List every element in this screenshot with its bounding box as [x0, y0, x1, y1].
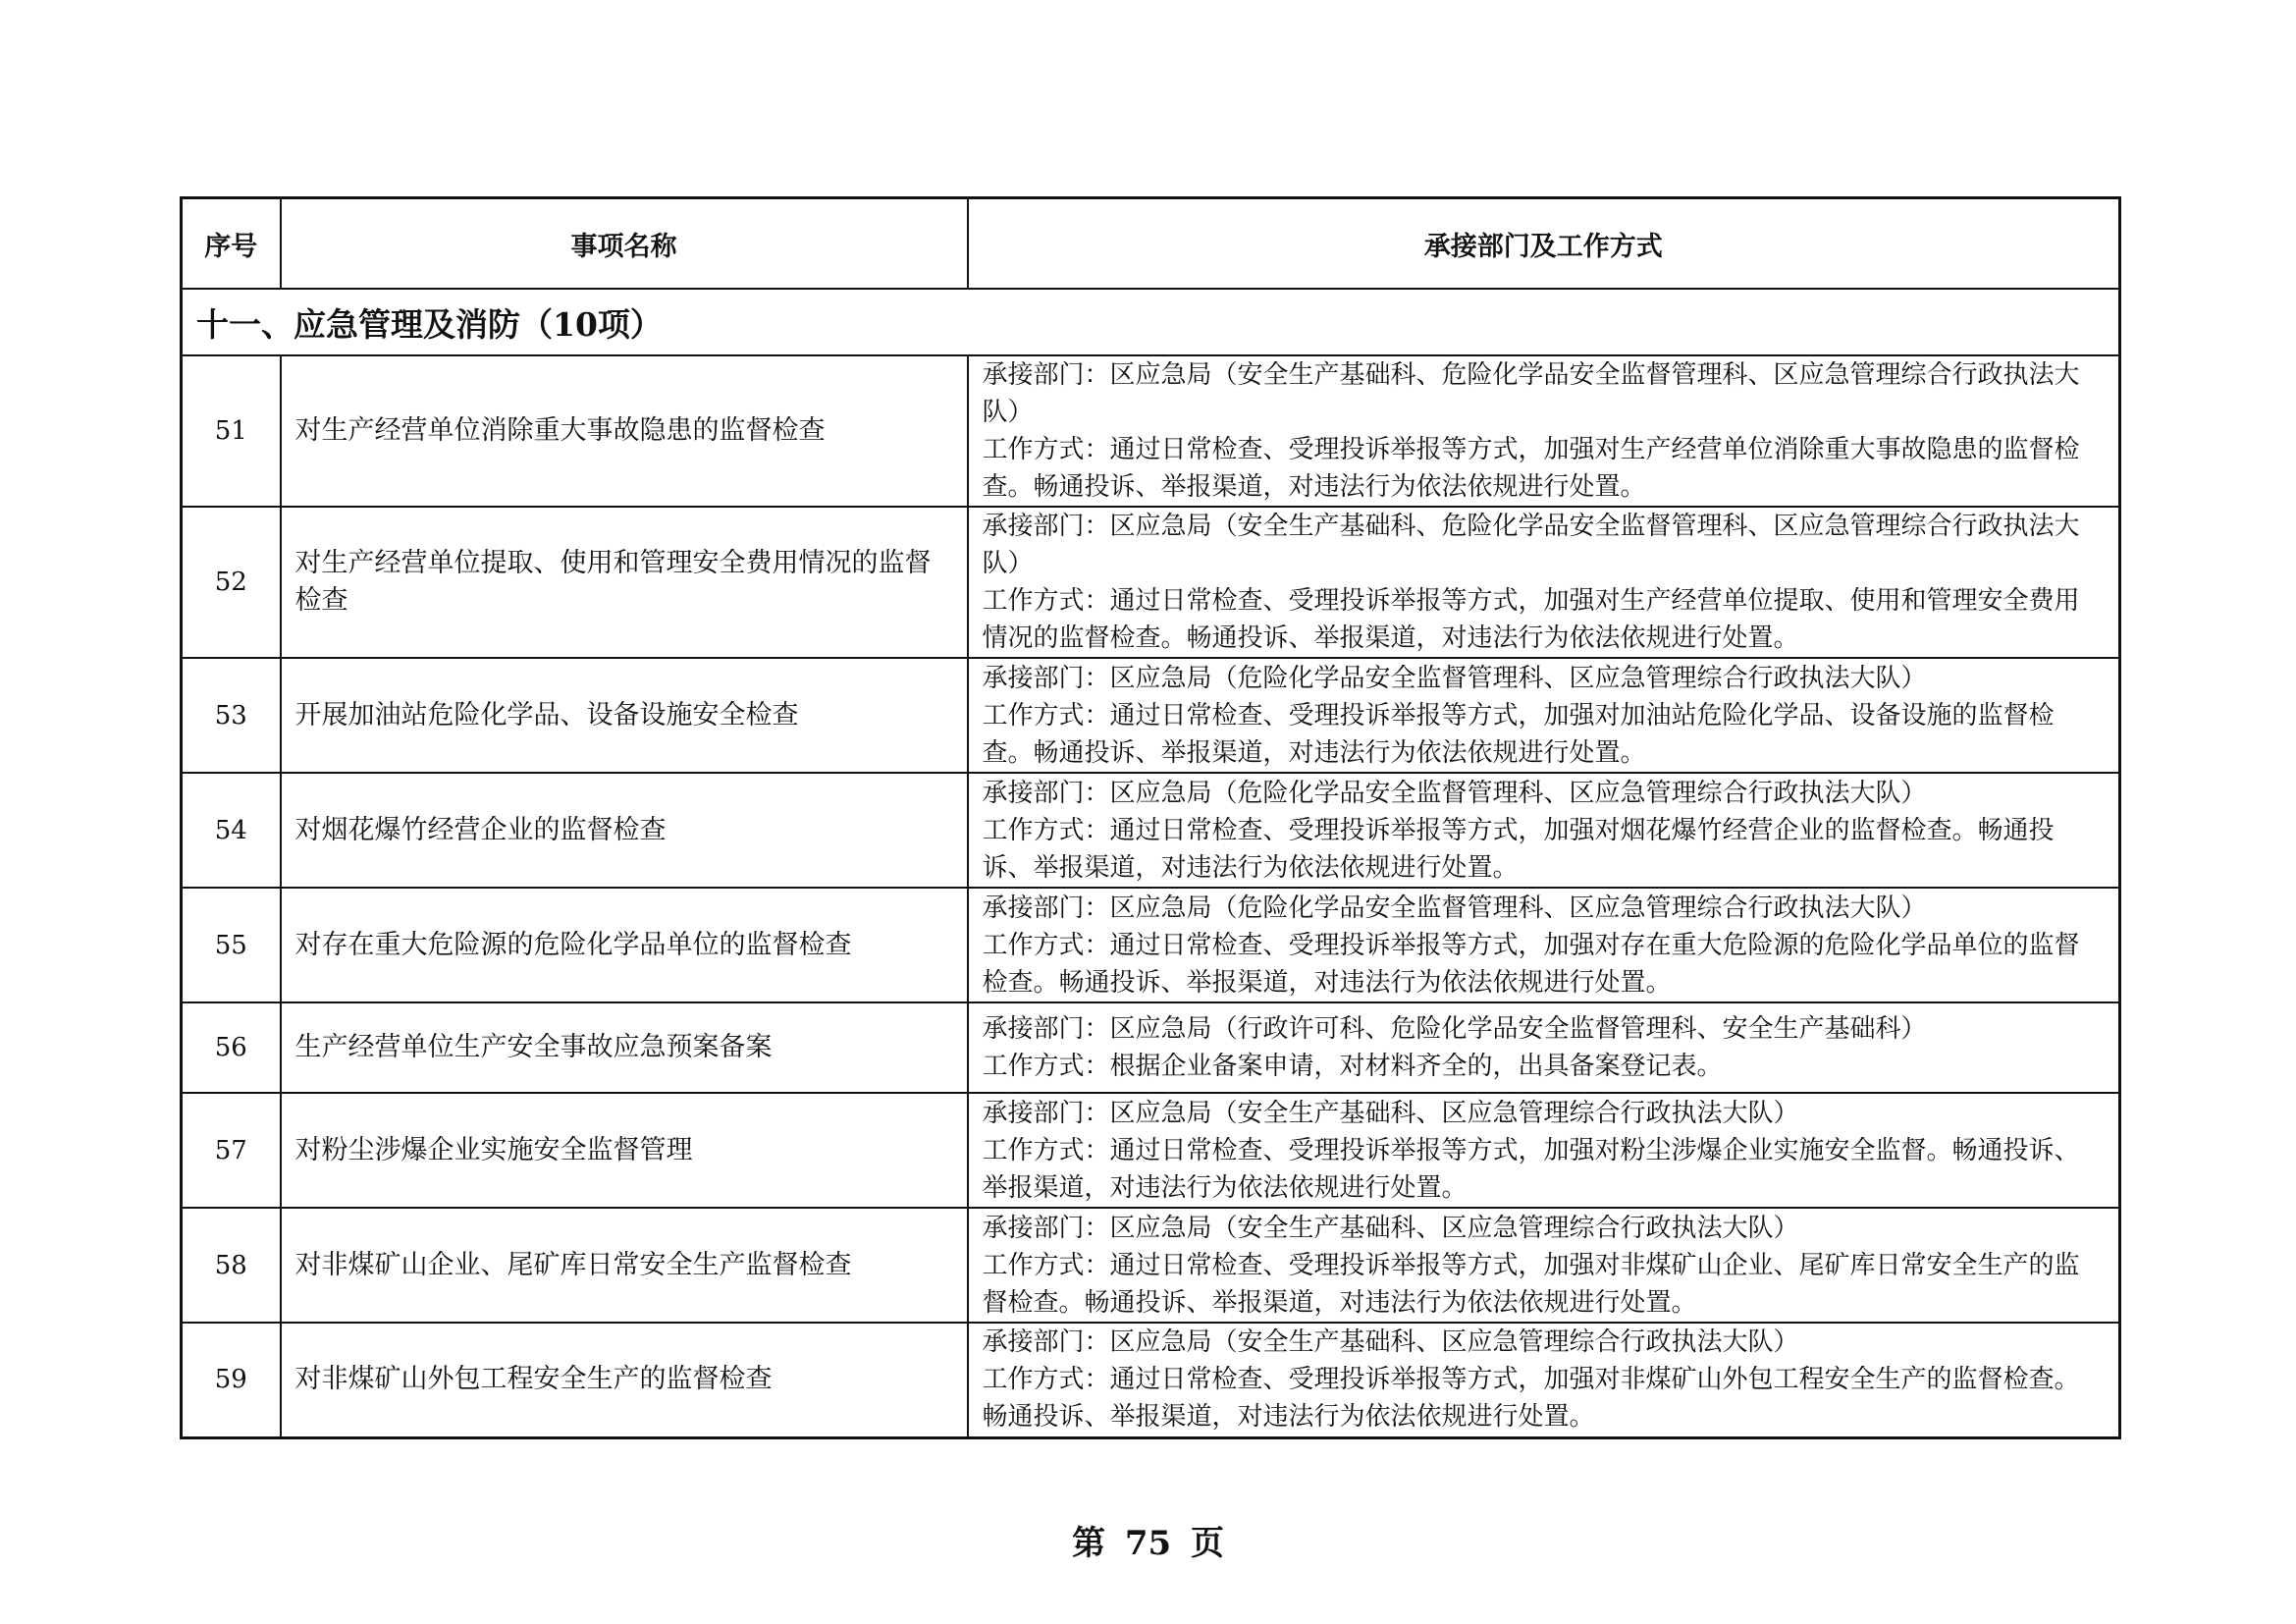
- row-num: 53: [182, 658, 281, 773]
- section-title: 十一、应急管理及消防（10项）: [182, 289, 2120, 355]
- row-info: [968, 507, 2120, 658]
- row-method: 工作方式：通过日常检查、受理投诉举报等方式，加强对生产经营单位提取、使用和管理安全费用情况的监督检查。畅通投诉、举报渠道，对违法行为依法依规进行处置。: [982, 586, 2080, 653]
- row-num: 59: [182, 1323, 281, 1437]
- row-info: [968, 1208, 2120, 1323]
- row-num: 55: [182, 888, 281, 1002]
- row-method: 工作方式：通过日常检查、受理投诉举报等方式，加强对粉尘涉爆企业实施安全监督。畅通投诉、举报渠道，对违法行为依法依规进行处置。: [982, 1135, 2080, 1203]
- row-name: 对烟花爆竹经营企业的监督检查: [281, 773, 968, 888]
- header-dept: 承接部门及工作方式: [968, 198, 2120, 290]
- row-name: 生产经营单位生产安全事故应急预案备案: [281, 1002, 968, 1093]
- page-number: [0, 1516, 2296, 1564]
- items-table: [180, 196, 2121, 1439]
- row-name: 对非煤矿山外包工程安全生产的监督检查: [281, 1323, 968, 1437]
- row-info: [968, 1093, 2120, 1208]
- row-dept: 承接部门：区应急局（安全生产基础科、区应急管理综合行政执法大队）: [982, 1327, 1799, 1358]
- header-num: 序号: [182, 198, 281, 290]
- row-name: 对生产经营单位消除重大事故隐患的监督检查: [281, 355, 968, 507]
- row-info: [968, 773, 2120, 888]
- table-row: [182, 507, 2120, 658]
- row-method: 工作方式：通过日常检查、受理投诉举报等方式，加强对生产经营单位消除重大事故隐患的监督检查。畅通投诉、举报渠道，对违法行为依法依规进行处置。: [982, 435, 2080, 502]
- row-dept: 承接部门：区应急局（安全生产基础科、区应急管理综合行政执法大队）: [982, 1098, 1799, 1128]
- row-dept: 承接部门：区应急局（危险化学品安全监督管理科、区应急管理综合行政执法大队）: [982, 663, 1927, 693]
- row-info: [968, 355, 2120, 507]
- table-row: [182, 1208, 2120, 1323]
- row-name: 对存在重大危险源的危险化学品单位的监督检查: [281, 888, 968, 1002]
- row-info: [968, 658, 2120, 773]
- row-name: 开展加油站危险化学品、设备设施安全检查: [281, 658, 968, 773]
- table-row: [182, 1002, 2120, 1093]
- row-num: 52: [182, 507, 281, 658]
- row-num: 57: [182, 1093, 281, 1208]
- row-info: [968, 1002, 2120, 1093]
- row-dept: 承接部门：区应急局（安全生产基础科、危险化学品安全监督管理科、区应急管理综合行政执法大队）: [982, 360, 2080, 427]
- table-row: [182, 773, 2120, 888]
- row-dept: 承接部门：区应急局（安全生产基础科、区应急管理综合行政执法大队）: [982, 1213, 1799, 1243]
- row-method: 工作方式：通过日常检查、受理投诉举报等方式，加强对加油站危险化学品、设备设施的监督检查。畅通投诉、举报渠道，对违法行为依法依规进行处置。: [982, 700, 2055, 768]
- row-dept: 承接部门：区应急局（危险化学品安全监督管理科、区应急管理综合行政执法大队）: [982, 778, 1927, 808]
- page-suffix: 页: [1191, 1524, 1224, 1563]
- row-num: 56: [182, 1002, 281, 1093]
- row-method: 工作方式：通过日常检查、受理投诉举报等方式，加强对非煤矿山企业、尾矿库日常安全生产的监督检查。畅通投诉、举报渠道，对违法行为依法依规进行处置。: [982, 1250, 2080, 1318]
- row-num: 51: [182, 355, 281, 507]
- row-dept: 承接部门：区应急局（安全生产基础科、危险化学品安全监督管理科、区应急管理综合行政执法大队）: [982, 512, 2080, 578]
- header-name: 事项名称: [281, 198, 968, 290]
- row-num: 58: [182, 1208, 281, 1323]
- table-row: [182, 1323, 2120, 1437]
- row-method: 工作方式：通过日常检查、受理投诉举报等方式，加强对存在重大危险源的危险化学品单位的监督检查。畅通投诉、举报渠道，对违法行为依法依规进行处置。: [982, 930, 2080, 998]
- section-row: [182, 289, 2120, 355]
- row-name: 对非煤矿山企业、尾矿库日常安全生产监督检查: [281, 1208, 968, 1323]
- table-row: [182, 658, 2120, 773]
- table-row: [182, 355, 2120, 507]
- table-row: [182, 888, 2120, 1002]
- row-method: 工作方式：根据企业备案申请，对材料齐全的，出具备案登记表。: [982, 1052, 1723, 1081]
- page-prefix: 第: [1071, 1524, 1105, 1563]
- table-row: [182, 1093, 2120, 1208]
- row-info: [968, 1323, 2120, 1437]
- row-method: 工作方式：通过日常检查、受理投诉举报等方式，加强对非煤矿山外包工程安全生产的监督检查。畅通投诉、举报渠道，对违法行为依法依规进行处置。: [982, 1365, 2080, 1433]
- page-value: 75: [1124, 1524, 1172, 1563]
- row-dept: 承接部门：区应急局（危险化学品安全监督管理科、区应急管理综合行政执法大队）: [982, 893, 1927, 923]
- header-row: [182, 198, 2120, 290]
- row-method: 工作方式：通过日常检查、受理投诉举报等方式，加强对烟花爆竹经营企业的监督检查。畅通投诉、举报渠道，对违法行为依法依规进行处置。: [982, 815, 2055, 883]
- row-num: 54: [182, 773, 281, 888]
- row-dept: 承接部门：区应急局（行政许可科、危险化学品安全监督管理科、安全生产基础科）: [982, 1014, 1927, 1044]
- row-name: 对粉尘涉爆企业实施安全监督管理: [281, 1093, 968, 1208]
- row-info: [968, 888, 2120, 1002]
- row-name: 对生产经营单位提取、使用和管理安全费用情况的监督检查: [281, 507, 968, 658]
